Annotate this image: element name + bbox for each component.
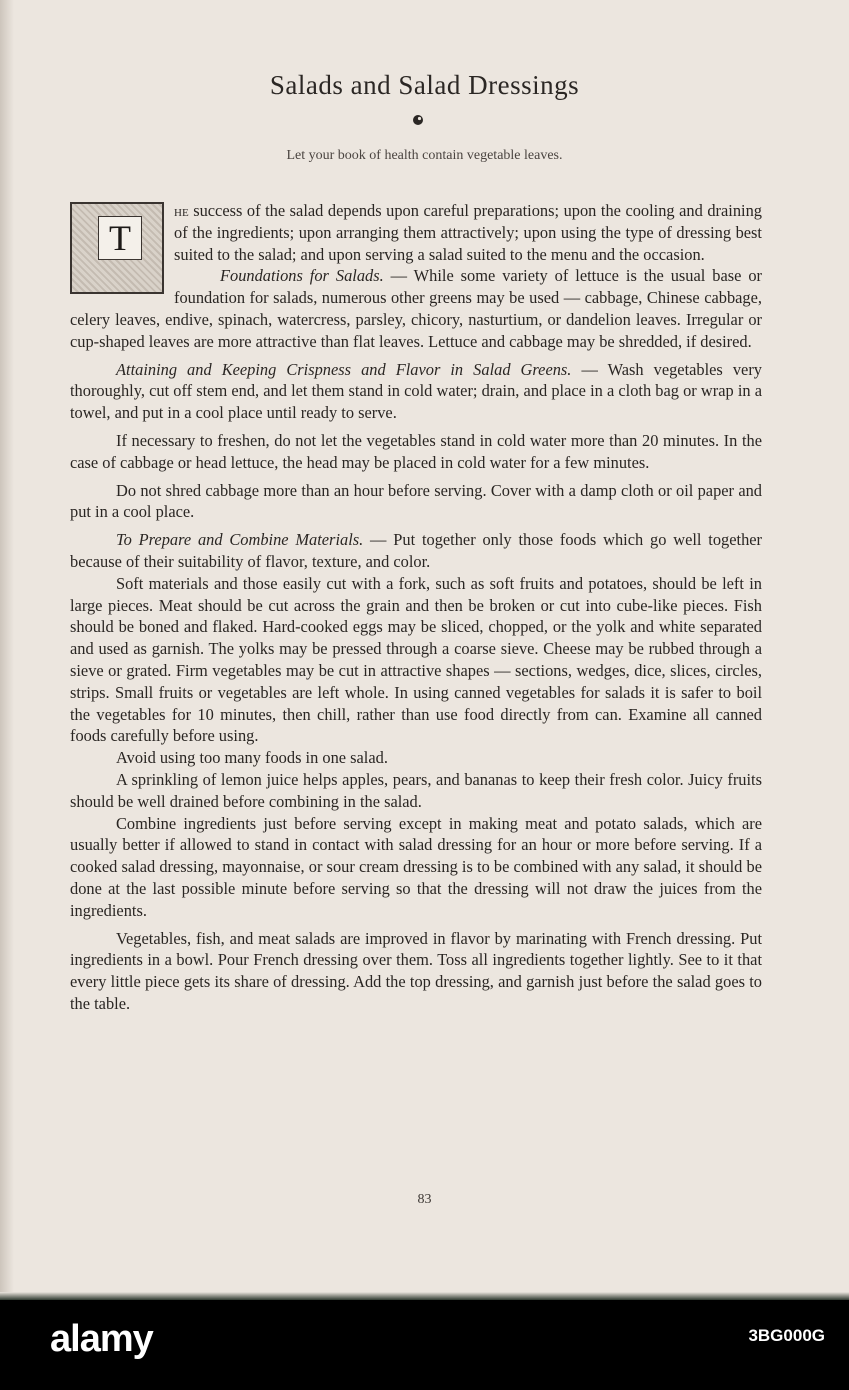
paragraph-text: — While some variety of lettuce is the usual base or foundation for salads, numerous other greens may be used — cabbage, Chinese cabbage, celery leaves, endive, spinach, watercress, parsley, chicory, nasturtium, or dandelion leaves. Irregular or cup-shaped leaves are more attractive than flat leaves. Lettuce and cabbage may be shredded, if desired. — [70, 266, 762, 351]
paragraph-freshen: If necessary to freshen, do not let the vegetables stand in cold water more than 20 minutes. In the case of cabbage or head lettuce, the head may be placed in cold water for a few minutes. — [70, 430, 762, 472]
epigraph: Let your book of health contain vegetable leaves. — [286, 148, 563, 163]
paragraph-combine — [70, 529, 762, 573]
paragraph-foundations — [70, 265, 762, 352]
paragraph-crispness — [70, 359, 762, 424]
paragraph-soft-materials: Soft materials and those easily cut with a fork, such as soft fruits and potatoes, should be left in large pieces. Meat should be cut across the grain and then be broken or cut into cube-like pieces. Fish should be boned and flaked. Hard-cooked eggs may be sliced, chopped, or the yolk and white separated and used as garnish. The yolks may be pressed through a coarse sieve. Cheese may be rubbed through a sieve or grated. Firm vegetables may be cut in attractive shapes — sections, wedges, dice, slices, circles, strips. Small fruits or vegetables are left whole. In using canned vegetables for salads it is safer to boil the vegetables for 10 minutes, then chill, rather than use food directly from can. Examine all canned foods carefully before using. — [70, 573, 762, 746]
section-heading: Foundations for Salads. — [220, 266, 384, 286]
paragraph-text: — Wash vegetables very thoroughly, cut off stem end, and let them stand in cold water; drain, and place in a cloth bag or wrap in a towel, and put in a cool place until ready to serve. — [70, 359, 762, 423]
opening-small-caps: he — [174, 201, 189, 220]
section-heading: To Prepare and Combine Materials. — [116, 530, 364, 550]
paragraph-avoid: Avoid using too many foods in one salad. — [116, 748, 388, 768]
paragraph-lemon: A sprinkling of lemon juice helps apples, pears, and bananas to keep their fresh color. Juicy fruits should be well drained before combining in the salad. — [70, 769, 762, 811]
brand-logo: alamy — [50, 1318, 153, 1360]
image-id: 3BG000G — [748, 1326, 825, 1345]
paragraph-intro — [70, 200, 762, 265]
paragraph-marinating: Vegetables, fish, and meat salads are improved in flavor by marinating with French dressing. Put ingredients in a bowl. Pour French dressing over them. Toss all ingredients together lightly. See to it that every little piece gets its share of dressing. Add the top dressing, and garnish just before the salad goes to the table. — [70, 928, 762, 1013]
paragraph-text: success of the salad depends upon careful preparations; upon the cooling and draining of the ingredients; upon arranging them attractively; upon using the type of dressing best suited to the salad; and upon serving a salad suited to the menu and the occasion. — [174, 201, 762, 264]
ornament-icon — [412, 114, 424, 126]
page-number: 83 — [417, 1192, 432, 1207]
paragraph-timing: Combine ingredients just before serving except in making meat and potato salads, which are usually better if allowed to stand in contact with salad dressing for an hour or more before serving. If a cooked salad dressing, mayonnaise, or sour cream dressing is to be combined with any salad, it should be done at the last possible minute before serving so that the dressing will not draw the juices from the ingredients. — [70, 813, 762, 920]
body-text — [70, 200, 762, 1015]
page-title: Salads and Salad Dressings — [269, 70, 580, 100]
paragraph-text: — Put together only those foods which go well together because of their suitability of flavor, texture, and color. — [70, 530, 762, 571]
section-heading: Attaining and Keeping Crispness and Flavor in Salad Greens. — [116, 359, 572, 379]
paragraph-shred: Do not shred cabbage more than an hour before serving. Cover with a damp cloth or oil paper and put in a cool place. — [70, 480, 762, 522]
drop-cap-letter: T — [98, 216, 142, 260]
page-edge — [0, 1292, 849, 1300]
drop-cap-ornament — [70, 202, 164, 294]
